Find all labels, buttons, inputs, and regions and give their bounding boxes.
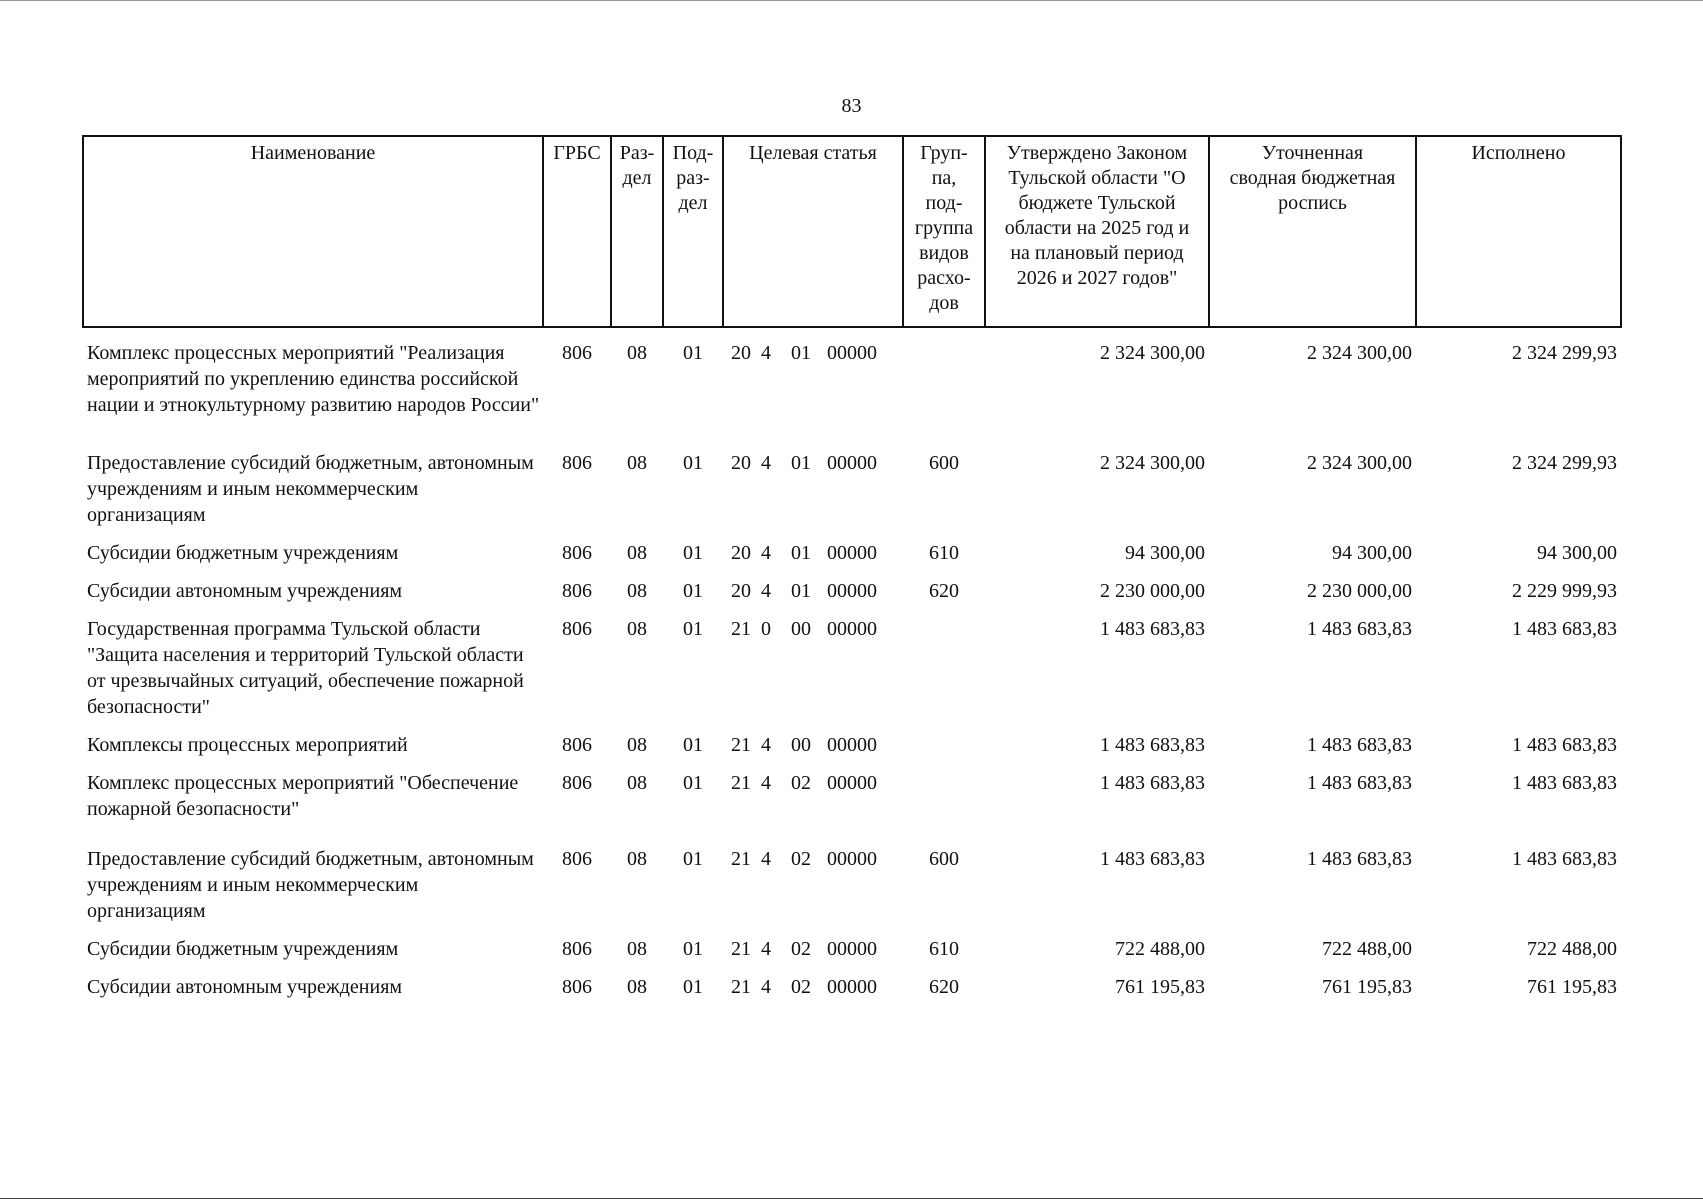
row-name-text: Предоставление субсидий бюджетным, автономным учреждениям и иным некоммерческим организациям bbox=[87, 452, 534, 526]
row-podrazdel-text: 01 bbox=[683, 342, 703, 364]
target-code-part: 21 bbox=[731, 772, 751, 794]
header-grbs bbox=[543, 136, 611, 327]
row-revised-text: 1 483 683,83 bbox=[1307, 734, 1412, 756]
target-code-part: 00000 bbox=[827, 342, 877, 364]
table-header-row bbox=[83, 136, 1621, 327]
header-name bbox=[83, 136, 543, 327]
row-group-text: 600 bbox=[929, 452, 959, 474]
row-grbs-text: 806 bbox=[562, 580, 592, 602]
page-number: 83 bbox=[841, 95, 862, 117]
row-target bbox=[723, 822, 903, 924]
row-target bbox=[723, 418, 903, 528]
target-code-part: 00000 bbox=[827, 452, 877, 474]
target-code-part: 00 bbox=[791, 734, 811, 756]
row-name-text: Субсидии автономным учреждениям bbox=[87, 580, 403, 602]
table-row bbox=[83, 566, 1621, 604]
target-code-part: 01 bbox=[791, 342, 811, 364]
row-grbs bbox=[543, 566, 611, 604]
header-razdel-label: Раз- дел bbox=[619, 142, 655, 189]
row-approved bbox=[985, 758, 1209, 822]
target-code-part: 20 bbox=[731, 342, 751, 364]
target-code-part: 4 bbox=[761, 938, 771, 960]
table-row bbox=[83, 418, 1621, 528]
row-podrazdel-text: 01 bbox=[683, 938, 703, 960]
row-approved bbox=[985, 604, 1209, 720]
table-body bbox=[83, 327, 1621, 1000]
row-revised bbox=[1209, 822, 1416, 924]
row-razdel bbox=[611, 962, 663, 1000]
target-code-part: 4 bbox=[761, 542, 771, 564]
row-revised bbox=[1209, 720, 1416, 758]
row-grbs-text: 806 bbox=[562, 452, 592, 474]
row-name-text: Комплекс процессных мероприятий "Реализация мероприятий по укреплению единства российской нации и этнокультурному развитию народов России" bbox=[87, 342, 540, 416]
row-razdel-text: 08 bbox=[627, 976, 647, 998]
target-code-part: 02 bbox=[791, 772, 811, 794]
row-executed-text: 2 229 999,93 bbox=[1512, 580, 1617, 602]
row-approved bbox=[985, 327, 1209, 418]
row-razdel-text: 08 bbox=[627, 938, 647, 960]
row-approved bbox=[985, 822, 1209, 924]
header-approved-label: Утверждено Законом Тульской области "О бюджете Тульской области на 2025 год и на плановый период 2026 и 2027 годов" bbox=[1004, 142, 1190, 289]
target-code-part: 21 bbox=[731, 976, 751, 998]
row-razdel bbox=[611, 327, 663, 418]
row-executed-text: 1 483 683,83 bbox=[1512, 772, 1617, 794]
row-executed-text: 1 483 683,83 bbox=[1512, 848, 1617, 870]
row-executed bbox=[1416, 418, 1621, 528]
target-code-part: 02 bbox=[791, 848, 811, 870]
row-target bbox=[723, 962, 903, 1000]
row-name bbox=[83, 418, 543, 528]
row-name bbox=[83, 604, 543, 720]
row-razdel-text: 08 bbox=[627, 580, 647, 602]
row-approved-text: 1 483 683,83 bbox=[1100, 848, 1205, 870]
row-grbs bbox=[543, 822, 611, 924]
row-target bbox=[723, 327, 903, 418]
row-name-text: Субсидии бюджетным учреждениям bbox=[87, 938, 399, 960]
row-executed-text: 1 483 683,83 bbox=[1512, 734, 1617, 756]
scan-top-edge bbox=[0, 0, 1703, 1]
header-razdel bbox=[611, 136, 663, 327]
row-executed bbox=[1416, 327, 1621, 418]
row-podrazdel-text: 01 bbox=[683, 542, 703, 564]
target-code-part: 02 bbox=[791, 976, 811, 998]
row-revised-text: 1 483 683,83 bbox=[1307, 618, 1412, 640]
target-code-part: 01 bbox=[791, 452, 811, 474]
row-grbs bbox=[543, 720, 611, 758]
row-razdel bbox=[611, 822, 663, 924]
row-approved bbox=[985, 720, 1209, 758]
row-group bbox=[903, 758, 985, 822]
row-executed bbox=[1416, 962, 1621, 1000]
row-revised bbox=[1209, 566, 1416, 604]
row-razdel-text: 08 bbox=[627, 342, 647, 364]
row-approved-text: 1 483 683,83 bbox=[1100, 618, 1205, 640]
target-code-part: 4 bbox=[761, 452, 771, 474]
header-group-label: Груп- па, под- группа видов расхо- дов bbox=[914, 142, 974, 314]
row-revised bbox=[1209, 758, 1416, 822]
row-podrazdel bbox=[663, 604, 723, 720]
target-code-part: 4 bbox=[761, 976, 771, 998]
target-code-part: 4 bbox=[761, 580, 771, 602]
row-name-text: Комплексы процессных мероприятий bbox=[87, 734, 408, 756]
row-podrazdel-text: 01 bbox=[683, 772, 703, 794]
target-code-part: 0 bbox=[761, 618, 771, 640]
row-razdel bbox=[611, 604, 663, 720]
header-executed-label: Исполнено bbox=[1471, 142, 1566, 164]
row-razdel bbox=[611, 418, 663, 528]
target-code-part: 01 bbox=[791, 542, 811, 564]
row-group bbox=[903, 604, 985, 720]
target-code-part: 00000 bbox=[827, 542, 877, 564]
row-name-text: Комплекс процессных мероприятий "Обеспечение пожарной безопасности" bbox=[87, 772, 519, 820]
row-revised bbox=[1209, 604, 1416, 720]
row-grbs-text: 806 bbox=[562, 342, 592, 364]
row-podrazdel-text: 01 bbox=[683, 580, 703, 602]
row-approved-text: 94 300,00 bbox=[1125, 542, 1205, 564]
row-target bbox=[723, 924, 903, 962]
scan-bottom-edge bbox=[0, 1198, 1703, 1199]
row-podrazdel-text: 01 bbox=[683, 452, 703, 474]
row-name-text: Субсидии бюджетным учреждениям bbox=[87, 542, 399, 564]
target-code-part: 00000 bbox=[827, 734, 877, 756]
row-podrazdel bbox=[663, 418, 723, 528]
row-podrazdel bbox=[663, 758, 723, 822]
row-name-text: Субсидии автономным учреждениям bbox=[87, 976, 403, 998]
row-executed bbox=[1416, 822, 1621, 924]
row-grbs bbox=[543, 924, 611, 962]
row-podrazdel bbox=[663, 720, 723, 758]
row-revised bbox=[1209, 962, 1416, 1000]
row-razdel bbox=[611, 566, 663, 604]
row-revised bbox=[1209, 528, 1416, 566]
target-code-part: 21 bbox=[731, 848, 751, 870]
row-executed-text: 94 300,00 bbox=[1537, 542, 1617, 564]
row-grbs-text: 806 bbox=[562, 976, 592, 998]
row-grbs bbox=[543, 758, 611, 822]
row-target bbox=[723, 720, 903, 758]
row-name bbox=[83, 962, 543, 1000]
target-code-part: 4 bbox=[761, 848, 771, 870]
row-podrazdel-text: 01 bbox=[683, 734, 703, 756]
row-revised-text: 94 300,00 bbox=[1332, 542, 1412, 564]
row-executed bbox=[1416, 528, 1621, 566]
row-grbs bbox=[543, 528, 611, 566]
budget-table bbox=[82, 135, 1622, 1000]
row-razdel-text: 08 bbox=[627, 452, 647, 474]
row-name bbox=[83, 758, 543, 822]
row-grbs bbox=[543, 604, 611, 720]
row-name bbox=[83, 924, 543, 962]
header-podrazdel bbox=[663, 136, 723, 327]
row-revised-text: 761 195,83 bbox=[1322, 976, 1412, 998]
row-revised bbox=[1209, 327, 1416, 418]
row-razdel-text: 08 bbox=[627, 772, 647, 794]
header-revised-label: Уточненная сводная бюджетная роспись bbox=[1229, 142, 1396, 214]
row-razdel bbox=[611, 720, 663, 758]
target-code-part: 20 bbox=[731, 580, 751, 602]
row-group-text: 620 bbox=[929, 580, 959, 602]
target-code-part: 21 bbox=[731, 618, 751, 640]
row-executed-text: 2 324 299,93 bbox=[1512, 342, 1617, 364]
target-code-part: 20 bbox=[731, 452, 751, 474]
row-podrazdel bbox=[663, 822, 723, 924]
target-code-part: 00000 bbox=[827, 976, 877, 998]
row-name bbox=[83, 720, 543, 758]
row-podrazdel-text: 01 bbox=[683, 618, 703, 640]
header-target bbox=[723, 136, 903, 327]
table-row bbox=[83, 822, 1621, 924]
target-code-part: 4 bbox=[761, 342, 771, 364]
header-group bbox=[903, 136, 985, 327]
row-group bbox=[903, 924, 985, 962]
target-code-part: 00 bbox=[791, 618, 811, 640]
row-name-text: Предоставление субсидий бюджетным, автономным учреждениям и иным некоммерческим организациям bbox=[87, 848, 534, 922]
header-grbs-label: ГРБС bbox=[553, 142, 601, 164]
row-approved-text: 2 324 300,00 bbox=[1100, 342, 1205, 364]
row-group bbox=[903, 822, 985, 924]
row-executed bbox=[1416, 720, 1621, 758]
row-name-text: Государственная программа Тульской области "Защита населения и территорий Тульской области от чрезвычайных ситуаций, обеспечение пожарной безопасности" bbox=[87, 618, 524, 718]
row-group bbox=[903, 327, 985, 418]
header-target-label: Целевая статья bbox=[749, 142, 877, 164]
row-executed bbox=[1416, 566, 1621, 604]
row-group bbox=[903, 528, 985, 566]
header-name-label: Наименование bbox=[250, 142, 376, 164]
row-podrazdel bbox=[663, 566, 723, 604]
row-group-text: 610 bbox=[929, 542, 959, 564]
row-approved-text: 1 483 683,83 bbox=[1100, 772, 1205, 794]
target-code-part: 20 bbox=[731, 542, 751, 564]
table-row bbox=[83, 758, 1621, 822]
header-revised bbox=[1209, 136, 1416, 327]
row-group-text: 620 bbox=[929, 976, 959, 998]
target-code-part: 00000 bbox=[827, 618, 877, 640]
row-revised-text: 722 488,00 bbox=[1322, 938, 1412, 960]
row-executed-text: 2 324 299,93 bbox=[1512, 452, 1617, 474]
row-podrazdel bbox=[663, 962, 723, 1000]
table-row bbox=[83, 924, 1621, 962]
target-code-part: 00000 bbox=[827, 938, 877, 960]
row-grbs-text: 806 bbox=[562, 938, 592, 960]
row-approved-text: 722 488,00 bbox=[1115, 938, 1205, 960]
target-code-part: 4 bbox=[761, 734, 771, 756]
row-approved-text: 761 195,83 bbox=[1115, 976, 1205, 998]
table-row bbox=[83, 528, 1621, 566]
row-razdel bbox=[611, 758, 663, 822]
row-razdel bbox=[611, 924, 663, 962]
row-podrazdel-text: 01 bbox=[683, 976, 703, 998]
row-approved-text: 2 324 300,00 bbox=[1100, 452, 1205, 474]
row-approved bbox=[985, 418, 1209, 528]
row-group bbox=[903, 962, 985, 1000]
header-executed bbox=[1416, 136, 1621, 327]
row-approved-text: 2 230 000,00 bbox=[1100, 580, 1205, 602]
row-name bbox=[83, 566, 543, 604]
row-podrazdel bbox=[663, 327, 723, 418]
row-revised-text: 2 324 300,00 bbox=[1307, 452, 1412, 474]
target-code-part: 21 bbox=[731, 734, 751, 756]
table-row bbox=[83, 327, 1621, 418]
row-podrazdel-text: 01 bbox=[683, 848, 703, 870]
header-approved bbox=[985, 136, 1209, 327]
row-executed bbox=[1416, 924, 1621, 962]
target-code-part: 4 bbox=[761, 772, 771, 794]
row-revised-text: 2 324 300,00 bbox=[1307, 342, 1412, 364]
row-razdel bbox=[611, 528, 663, 566]
row-target bbox=[723, 528, 903, 566]
row-target bbox=[723, 566, 903, 604]
row-grbs-text: 806 bbox=[562, 542, 592, 564]
row-grbs bbox=[543, 327, 611, 418]
row-razdel-text: 08 bbox=[627, 618, 647, 640]
row-executed bbox=[1416, 758, 1621, 822]
row-grbs-text: 806 bbox=[562, 848, 592, 870]
table-row bbox=[83, 720, 1621, 758]
row-razdel-text: 08 bbox=[627, 734, 647, 756]
row-revised bbox=[1209, 924, 1416, 962]
row-approved-text: 1 483 683,83 bbox=[1100, 734, 1205, 756]
row-group bbox=[903, 566, 985, 604]
row-grbs-text: 806 bbox=[562, 772, 592, 794]
target-code-part: 00000 bbox=[827, 848, 877, 870]
header-podrazdel-label: Под- раз- дел bbox=[672, 142, 714, 214]
row-executed-text: 722 488,00 bbox=[1527, 938, 1617, 960]
target-code-part: 01 bbox=[791, 580, 811, 602]
row-group-text: 610 bbox=[929, 938, 959, 960]
row-revised-text: 1 483 683,83 bbox=[1307, 848, 1412, 870]
row-revised-text: 2 230 000,00 bbox=[1307, 580, 1412, 602]
row-executed bbox=[1416, 604, 1621, 720]
row-name bbox=[83, 528, 543, 566]
row-grbs-text: 806 bbox=[562, 618, 592, 640]
target-code-part: 00000 bbox=[827, 580, 877, 602]
row-grbs bbox=[543, 418, 611, 528]
row-podrazdel bbox=[663, 924, 723, 962]
table-row bbox=[83, 604, 1621, 720]
row-approved bbox=[985, 962, 1209, 1000]
row-revised-text: 1 483 683,83 bbox=[1307, 772, 1412, 794]
row-grbs-text: 806 bbox=[562, 734, 592, 756]
row-group bbox=[903, 720, 985, 758]
target-code-part: 00000 bbox=[827, 772, 877, 794]
row-revised bbox=[1209, 418, 1416, 528]
row-razdel-text: 08 bbox=[627, 542, 647, 564]
row-grbs bbox=[543, 962, 611, 1000]
row-approved bbox=[985, 566, 1209, 604]
table-row bbox=[83, 962, 1621, 1000]
row-name bbox=[83, 822, 543, 924]
row-executed-text: 1 483 683,83 bbox=[1512, 618, 1617, 640]
target-code-part: 21 bbox=[731, 938, 751, 960]
row-razdel-text: 08 bbox=[627, 848, 647, 870]
row-name bbox=[83, 327, 543, 418]
target-code-part: 02 bbox=[791, 938, 811, 960]
row-target bbox=[723, 758, 903, 822]
row-target bbox=[723, 604, 903, 720]
row-podrazdel bbox=[663, 528, 723, 566]
row-group-text: 600 bbox=[929, 848, 959, 870]
row-approved bbox=[985, 924, 1209, 962]
row-approved bbox=[985, 528, 1209, 566]
row-group bbox=[903, 418, 985, 528]
row-executed-text: 761 195,83 bbox=[1527, 976, 1617, 998]
